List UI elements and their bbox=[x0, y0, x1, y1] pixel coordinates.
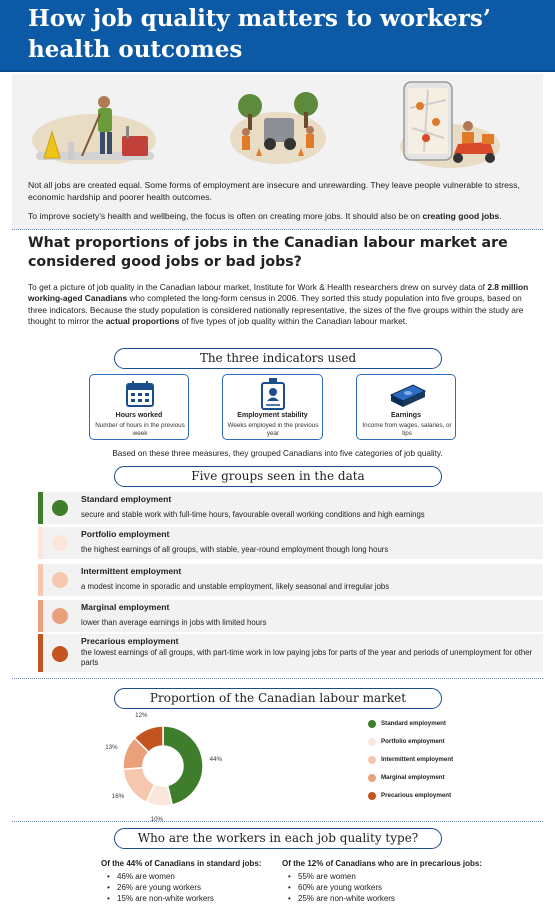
indicators-basis-text: Based on these three measures, they grouped Canadians into five categories of job quality. bbox=[112, 449, 443, 458]
legend-label: Standard employment bbox=[381, 720, 446, 727]
workers-heading: Who are the workers in each job quality type? bbox=[114, 828, 442, 849]
pie-data-label: 12% bbox=[135, 712, 148, 720]
divider bbox=[12, 229, 543, 230]
money-stack-icon bbox=[387, 381, 427, 409]
group-name: Portfolio employment bbox=[81, 529, 170, 539]
groups-heading: Five groups seen in the data bbox=[114, 466, 442, 487]
intro-p2-bold: creating good jobs bbox=[422, 211, 500, 221]
group-row-marginal bbox=[38, 600, 543, 632]
group-name: Intermittent employment bbox=[81, 566, 182, 576]
indicator-card-stability bbox=[222, 374, 323, 440]
divider bbox=[12, 678, 543, 679]
indicator-desc: Number of hours in the previous week bbox=[95, 422, 185, 437]
group-desc: lower than average earnings in jobs with limited hours bbox=[81, 618, 267, 627]
list-item: • 25% are non-white workers bbox=[282, 893, 497, 904]
group-color-bar bbox=[38, 527, 43, 559]
para-text-a: To get a picture of job quality in the Canadian labour market, Institute for Work & Health researchers drew on survey data of bbox=[28, 282, 488, 292]
page-header bbox=[0, 0, 555, 72]
intro-p2-text: To improve society’s health and wellbeing, the focus is often on creating more jobs. It should also be on bbox=[28, 211, 423, 221]
group-desc: the highest earnings of all groups, with stable, year-round employment though long hours bbox=[81, 545, 389, 554]
janitor-illustration bbox=[30, 80, 158, 164]
standard-workers-heading: Of the 44% of Canadians in standard jobs: bbox=[101, 859, 262, 868]
group-color-dot bbox=[52, 572, 68, 588]
group-color-bar bbox=[38, 492, 43, 524]
indicator-title: Hours worked bbox=[115, 412, 163, 419]
id-badge-icon bbox=[258, 378, 288, 410]
legend-label: Portfolio employment bbox=[381, 738, 445, 745]
group-color-bar bbox=[38, 600, 43, 632]
precarious-workers-list bbox=[282, 858, 497, 904]
indicator-desc: Income from wages, salaries, or tips bbox=[362, 422, 452, 437]
legend-swatch bbox=[368, 792, 376, 800]
group-row-intermittent bbox=[38, 564, 543, 596]
indicator-title: Employment stability bbox=[237, 412, 308, 419]
group-color-dot bbox=[52, 646, 68, 662]
list-item: • 26% are young workers bbox=[101, 882, 276, 893]
group-row-standard bbox=[38, 492, 543, 524]
legend-swatch bbox=[368, 756, 376, 764]
delivery-app-illustration bbox=[398, 78, 502, 170]
study-paragraph bbox=[28, 282, 543, 328]
calendar-icon bbox=[124, 379, 156, 409]
list-item: • 46% are women bbox=[101, 871, 276, 882]
indicators-heading: The three indicators used bbox=[114, 348, 442, 369]
para-text-e: of five types of job quality within the Canadian labour market. bbox=[179, 316, 408, 327]
pie-data-label: 10% bbox=[150, 815, 164, 823]
group-row-portfolio bbox=[38, 527, 543, 559]
group-color-dot bbox=[52, 608, 68, 624]
group-desc: a modest income in sporadic and unstable employment, likely seasonal and irregular jobs bbox=[81, 582, 390, 591]
group-color-bar bbox=[38, 564, 43, 596]
intro-p2-end: . bbox=[499, 211, 502, 221]
indicator-desc: Weeks employed in the previous year bbox=[227, 422, 319, 437]
pie-data-label: 44% bbox=[209, 755, 223, 763]
legend-swatch bbox=[368, 738, 376, 746]
road-workers-illustration bbox=[228, 80, 328, 164]
indicator-card-earnings bbox=[356, 374, 456, 440]
legend-swatch bbox=[368, 774, 376, 782]
group-name: Marginal employment bbox=[81, 602, 170, 612]
section-title: What proportions of jobs in the Canadian labour market are considered good jobs or bad jobs? bbox=[28, 235, 508, 270]
list-item: • 55% are women bbox=[282, 871, 497, 882]
donut-chart bbox=[108, 716, 218, 816]
group-row-precarious bbox=[38, 634, 543, 672]
legend-label: Marginal employment bbox=[381, 774, 445, 781]
list-item: • 60% are young workers bbox=[282, 882, 497, 893]
legend-swatch bbox=[368, 720, 376, 728]
para-text-c: who completed the long-form census in 2006. They sorted this study population into five groups, based on three indicators. Because the study population is considered nationally representative, the sizes of the five groups within the study are thought to mirror the bbox=[28, 293, 524, 327]
para-bold-b: 2.8 million working-aged Canadians bbox=[28, 282, 529, 304]
intro-paragraph-1: Not all jobs are created equal. Some forms of employment are insecure and unrewarding. They leave people vulnerable to stress, economic hardship and poorer health outcomes. bbox=[28, 180, 520, 202]
page-title: How job quality matters to workers’ health outcomes bbox=[28, 5, 491, 63]
standard-workers-list bbox=[101, 858, 276, 904]
pie-data-label: 13% bbox=[105, 743, 118, 751]
indicator-card-hours bbox=[89, 374, 189, 440]
group-color-dot bbox=[52, 500, 68, 516]
group-name: Precarious employment bbox=[81, 636, 179, 646]
precarious-workers-heading: Of the 12% of Canadians who are in precarious jobs: bbox=[282, 859, 483, 868]
group-desc: secure and stable work with full-time hours, favourable overall working conditions and high earnings bbox=[81, 510, 425, 519]
list-item: • 15% are non-white workers bbox=[101, 893, 276, 904]
group-color-bar bbox=[38, 634, 43, 672]
group-name: Standard employment bbox=[81, 494, 172, 504]
chart-title: Proportion of the Canadian labour market bbox=[114, 688, 442, 709]
pie-data-label: 16% bbox=[111, 793, 125, 800]
intro-paragraph-2 bbox=[28, 210, 548, 222]
group-color-dot bbox=[52, 535, 68, 551]
legend-label: Intermittent employment bbox=[381, 756, 454, 763]
para-bold-d: actual proportions bbox=[105, 316, 180, 327]
group-desc: the lowest earnings of all groups, with part-time work in low paying jobs for parts of the year and periods of unemployment for other parts bbox=[81, 648, 533, 667]
legend-label: Precarious employment bbox=[381, 792, 452, 799]
indicator-title: Earnings bbox=[391, 412, 421, 419]
divider bbox=[12, 821, 543, 822]
